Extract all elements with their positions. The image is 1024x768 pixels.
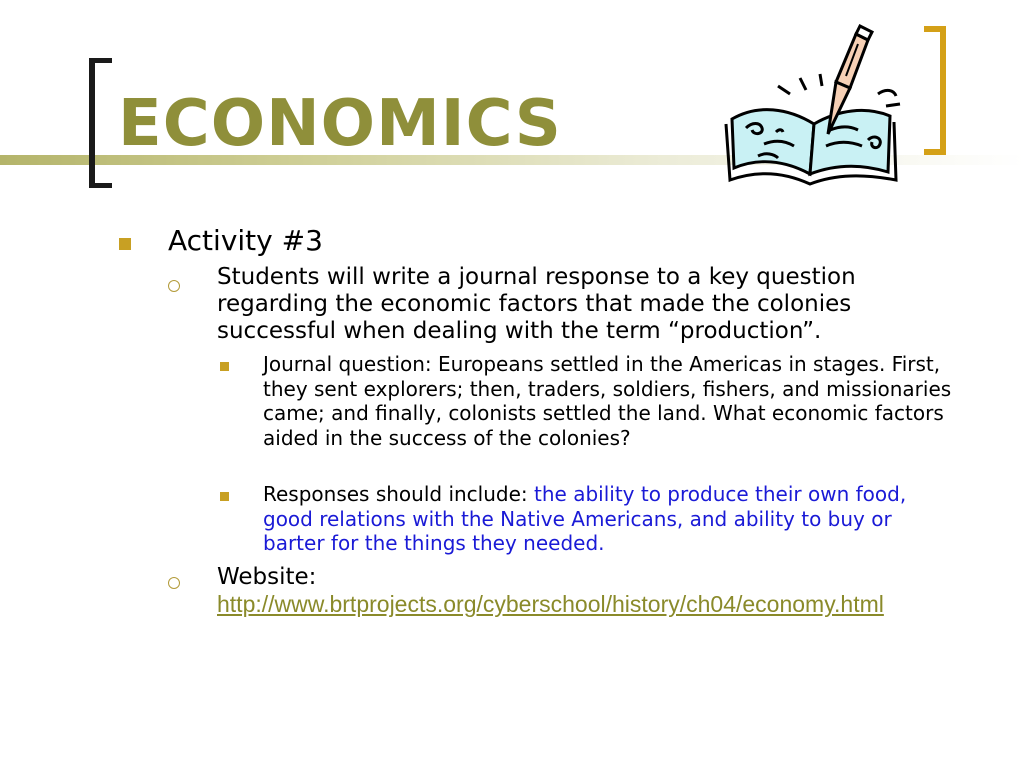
right-bracket bbox=[922, 26, 948, 156]
level2-item-students: Students will write a journal response to a key question regarding the economic factors that made the colonies successful when dealing with the term “production”. bbox=[217, 264, 856, 344]
website-label: Website: bbox=[217, 564, 317, 590]
responses-prefix: Responses should include: bbox=[263, 482, 535, 506]
left-bracket bbox=[88, 58, 114, 188]
bullet-square-icon bbox=[119, 238, 131, 250]
level3-item-responses bbox=[263, 482, 958, 556]
bullet-circle-icon bbox=[168, 577, 180, 589]
level2-item-website bbox=[217, 564, 947, 619]
bullet-circle-icon bbox=[168, 280, 180, 292]
bullet-square-icon bbox=[220, 362, 229, 371]
bullet-square-icon bbox=[220, 492, 229, 501]
website-link[interactable]: http://www.brtprojects.org/cyberschool/history/ch04/economy.html bbox=[217, 591, 884, 617]
slide-title: ECONOMICS bbox=[118, 87, 562, 161]
level1-item: Activity #3 bbox=[168, 224, 323, 257]
level3-item-journal-question: Journal question: Europeans settled in the Americas in stages. First, they sent explorers; then, traders, soldiers, fishers, and missionaries came; and finally, colonists settled the land. What economic factors aided in the success of the colonies? bbox=[263, 352, 952, 450]
responses-highlight: the ability to produce their own food, good relations with the Native Americans, and ability to buy or barter for the things they needed. bbox=[263, 482, 907, 555]
journal-writing-icon bbox=[718, 24, 903, 194]
